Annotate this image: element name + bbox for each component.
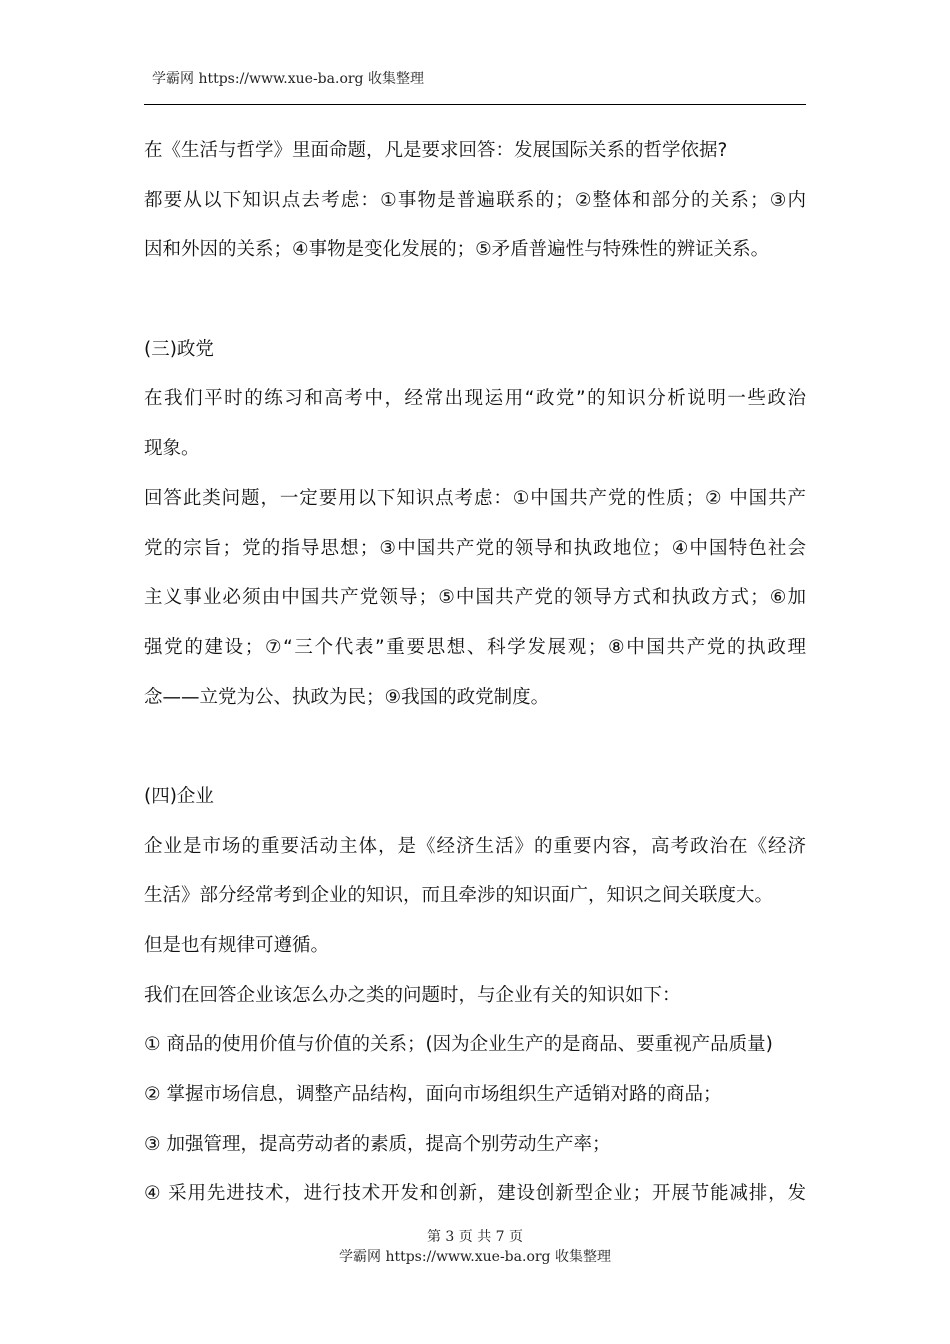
body-line: 党的宗旨；党的指导思想；③中国共产党的领导和执政地位；④中国特色社会: [144, 537, 806, 559]
body-line: 在《生活与哲学》里面命题，凡是要求回答：发展国际关系的哲学依据?: [144, 140, 728, 161]
body-line: 企业是市场的重要活动主体，是《经济生活》的重要内容，高考政治在《经济: [144, 835, 806, 857]
body-line: 生活》部分经常考到企业的知识，而且牵涉的知识面广，知识之间关联度大。: [144, 885, 774, 907]
list-item: ④ 采用先进技术，进行技术开发和创新，建设创新型企业；开展节能减排，发: [144, 1183, 806, 1205]
body-line: 回答此类问题，一定要用以下知识点考虑：①中国共产党的性质；② 中国共产: [144, 487, 806, 509]
body-line: 现象。: [144, 438, 200, 460]
list-item: ③ 加强管理，提高劳动者的素质，提高个别劳动生产率；: [144, 1133, 611, 1155]
page-footer-site: 学霸网 https://www.xue-ba.org 收集整理: [339, 1249, 611, 1265]
section-heading-enterprise: (四)企业: [144, 785, 214, 807]
page-header-site: 学霸网 https://www.xue-ba.org 收集整理: [152, 71, 424, 87]
body-line: 主义事业必须由中国共产党领导；⑤中国共产党的领导方式和执政方式；⑥加: [144, 587, 806, 609]
blank-line: [144, 275, 806, 325]
blank-line: [144, 722, 806, 772]
section-heading-party: (三)政党: [144, 338, 214, 360]
body-line: 在我们平时的练习和高考中，经常出现运用“政党”的知识分析说明一些政治: [144, 388, 806, 410]
list-item: ② 掌握市场信息，调整产品结构，面向市场组织生产适销对路的商品；: [144, 1084, 722, 1106]
page-number: 第 3 页 共 7 页: [426, 1229, 524, 1245]
document-body: [144, 126, 806, 1219]
body-line: 我们在回答企业该怎么办之类的问题时，与企业有关的知识如下：: [144, 984, 681, 1006]
body-line: 都要从以下知识点去考虑：①事物是普遍联系的；②整体和部分的关系；③内: [144, 189, 806, 211]
body-line: 念——立党为公、执政为民；⑨我国的政党制度。: [144, 686, 550, 708]
header-divider: [144, 104, 806, 105]
body-line: 强党的建设；⑦“三个代表”重要思想、科学发展观；⑧中国共产党的执政理: [144, 636, 806, 658]
body-line: 因和外因的关系；④事物是变化发展的；⑤矛盾普遍性与特殊性的辨证关系。: [144, 239, 770, 261]
list-item: ① 商品的使用价值与价值的关系；(因为企业生产的是商品、要重视产品质量): [144, 1034, 773, 1056]
body-line: 但是也有规律可遵循。: [144, 935, 330, 956]
